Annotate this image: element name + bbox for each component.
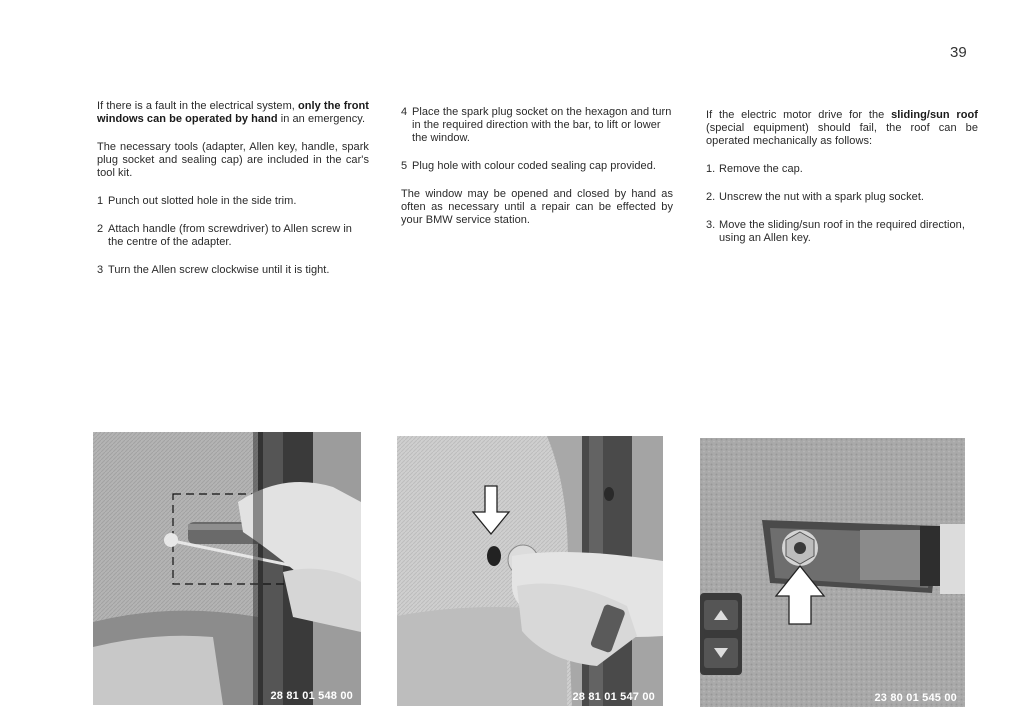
step-text: Unscrew the nut with a spark plug socket. bbox=[719, 191, 925, 203]
photo-sunroof-nut bbox=[700, 438, 965, 707]
step-item bbox=[706, 219, 978, 245]
step-number: 5 bbox=[401, 160, 408, 172]
step-text: Plug hole with colour coded sealing cap provided. bbox=[412, 160, 656, 172]
photo-illustration bbox=[397, 436, 663, 706]
step-text: Place the spark plug socket on the hexagon and turn in the required direction with the bar, to lift or lower the window. bbox=[412, 106, 672, 144]
step-number: 2 bbox=[97, 223, 104, 235]
step-number: 2. bbox=[706, 191, 716, 203]
intro-text: If there is a fault in the electrical system, bbox=[97, 100, 299, 112]
step-number: 4 bbox=[401, 106, 408, 118]
photo-adapter-in-door bbox=[93, 432, 361, 705]
intro-text-end: in an emergency. bbox=[277, 113, 366, 125]
column-window-steps bbox=[401, 106, 673, 242]
intro-paragraph bbox=[97, 100, 369, 126]
sunroof-intro-text: If the electric motor drive for the bbox=[706, 109, 892, 121]
sunroof-intro-end: (special equipment) should fail, the roof can be operated mechanically as follows: bbox=[706, 122, 978, 147]
step-text: Remove the cap. bbox=[719, 163, 803, 175]
tools-paragraph: The necessary tools (adapter, Allen key, handle, spark plug socket and sealing cap) are included in the car's tool kit. bbox=[97, 141, 369, 179]
step-item bbox=[97, 264, 369, 277]
photo-code: 28 81 01 548 00 bbox=[270, 690, 353, 702]
photo-sealing-cap bbox=[397, 436, 663, 706]
step-item bbox=[97, 223, 369, 249]
step-item bbox=[97, 195, 369, 208]
step-item bbox=[401, 106, 673, 145]
sunroof-emphasis: sliding/sun roof bbox=[891, 109, 979, 121]
column-sunroof bbox=[706, 109, 978, 260]
page-number: 39 bbox=[950, 44, 967, 61]
step-item bbox=[706, 163, 978, 176]
step-number: 3 bbox=[97, 264, 104, 276]
step-text: Punch out slotted hole in the side trim. bbox=[108, 195, 297, 207]
intro-emphasis: only the front windows can be operated by hand bbox=[97, 100, 369, 125]
column-window-emergency bbox=[97, 100, 369, 292]
step-item bbox=[706, 191, 978, 204]
photo-illustration bbox=[93, 432, 361, 705]
note-paragraph: The window may be opened and closed by hand as often as necessary until a repair can be effected by your BMW service station. bbox=[401, 188, 673, 226]
step-item bbox=[401, 160, 673, 173]
photo-code: 23 80 01 545 00 bbox=[874, 692, 957, 704]
step-text: Turn the Allen screw clockwise until it is tight. bbox=[108, 264, 330, 276]
step-number: 1 bbox=[97, 195, 104, 207]
step-text: Move the sliding/sun roof in the required direction, using an Allen key. bbox=[719, 219, 965, 244]
step-text: Attach handle (from screwdriver) to Allen screw in the centre of the adapter. bbox=[108, 223, 352, 248]
photo-illustration bbox=[700, 438, 965, 707]
step-number: 1. bbox=[706, 163, 716, 175]
sunroof-intro bbox=[706, 109, 978, 148]
photo-code: 28 81 01 547 00 bbox=[572, 691, 655, 703]
step-number: 3. bbox=[706, 219, 716, 231]
